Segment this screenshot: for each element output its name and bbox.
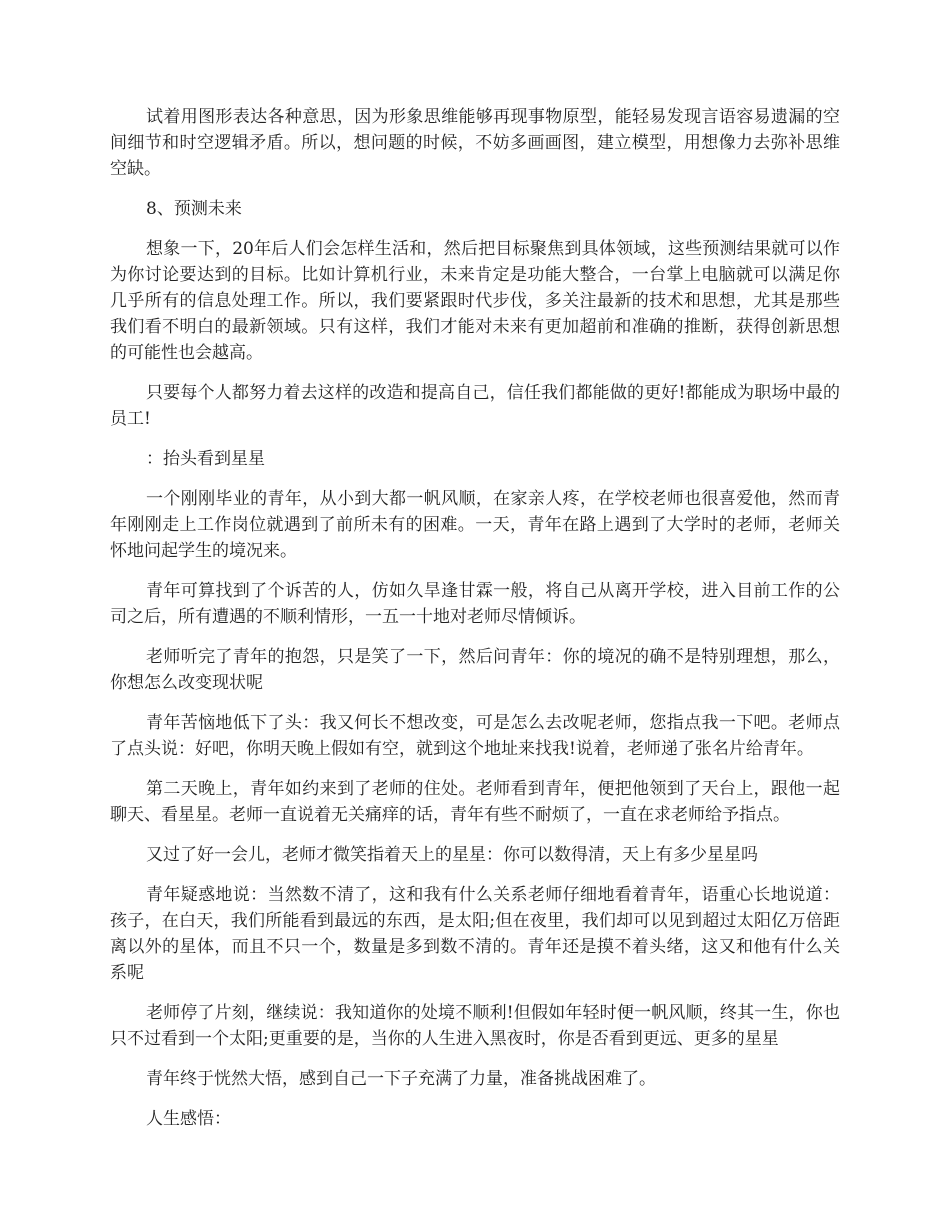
paragraph-11: 又过了好一会儿，老师才微笑指着天上的星星：你可以数得清，天上有多少星星吗 [146,845,758,865]
paragraph-9: 青年苦恼地低下了头：我又何长不想改变，可是怎么去改呢老师，您指点我一下吧。老师点了点头说：好吧，你明天晚上假如有空，就到这个地址来找我!说着，老师递了张名片给青年。 [110,713,840,759]
life-insight-heading: 人生感悟： [146,1109,231,1129]
section-heading-predict-future: 8、预测未来 [146,199,242,219]
paragraph-6: 一个刚刚毕业的青年，从小到大都一帆风顺，在家亲人疼，在学校老师也很喜爱他，然而青年刚刚走上工作岗位就遇到了前所未有的困难。一天，青年在路上遇到了大学时的老师，老师关怀地问起学生的境况来。 [110,489,840,561]
paragraph-3: 想象一下，20年后人们会怎样生活和，然后把目标聚焦到具体领域，这些预测结果就可以作为你讨论要达到的目标。比如计算机行业，未来肯定是功能大整合，一台掌上电脑就可以满足你几乎所有的信息处理工作。所以，我们要紧跟时代步伐，多关注最新的技术和思想，尤其是那些我们看不明白的最新领域。只有这样，我们才能对未来有更加超前和准确的推断，获得创新思想的可能性也会越高。 [110,239,840,363]
paragraph-10: 第二天晚上，青年如约来到了老师的住处。老师看到青年，便把他领到了天台上，跟他一起聊天、看星星。老师一直说着无关痛痒的话，青年有些不耐烦了，一直在求老师给予指点。 [110,779,840,825]
paragraph-7: 青年可算找到了个诉苦的人，仿如久旱逢甘霖一般，将自己从离开学校，进入目前工作的公司之后，所有遭遇的不顺利情形，一五一十地对老师尽情倾诉。 [110,581,840,627]
paragraph-13: 老师停了片刻，继续说：我知道你的处境不顺利!但假如年轻时便一帆风顺，终其一生，你也只不过看到一个太阳;更重要的是，当你的人生进入黑夜时，你是否看到更远、更多的星星 [110,1003,840,1049]
paragraph-8: 老师听完了青年的抱怨，只是笑了一下，然后问青年：你的境况的确不是特别理想，那么，你想怎么改变现状呢 [110,647,840,693]
paragraph-14: 青年终于恍然大悟，感到自己一下子充满了力量，准备挑战困难了。 [146,1069,656,1089]
story-title: ：抬头看到星星 [146,449,265,469]
paragraph-1: 试着用图形表达各种意思，因为形象思维能够再现事物原型，能轻易发现言语容易遗漏的空间细节和时空逻辑矛盾。所以，想问题的时候，不妨多画画图，建立模型，用想像力去弥补思维空缺。 [110,107,840,179]
paragraph-4: 只要每个人都努力着去这样的改造和提高自己，信任我们都能做的更好!都能成为职场中最的员工! [110,383,840,429]
paragraph-12: 青年疑惑地说：当然数不清了，这和我有什么关系老师仔细地看着青年，语重心长地说道：孩子，在白天，我们所能看到最远的东西，是太阳;但在夜里，我们却可以见到超过太阳亿万倍距离以外的星体，而且不只一个，数量是多到数不清的。青年还是摸不着头绪，这又和他有什么关系呢 [110,885,840,983]
